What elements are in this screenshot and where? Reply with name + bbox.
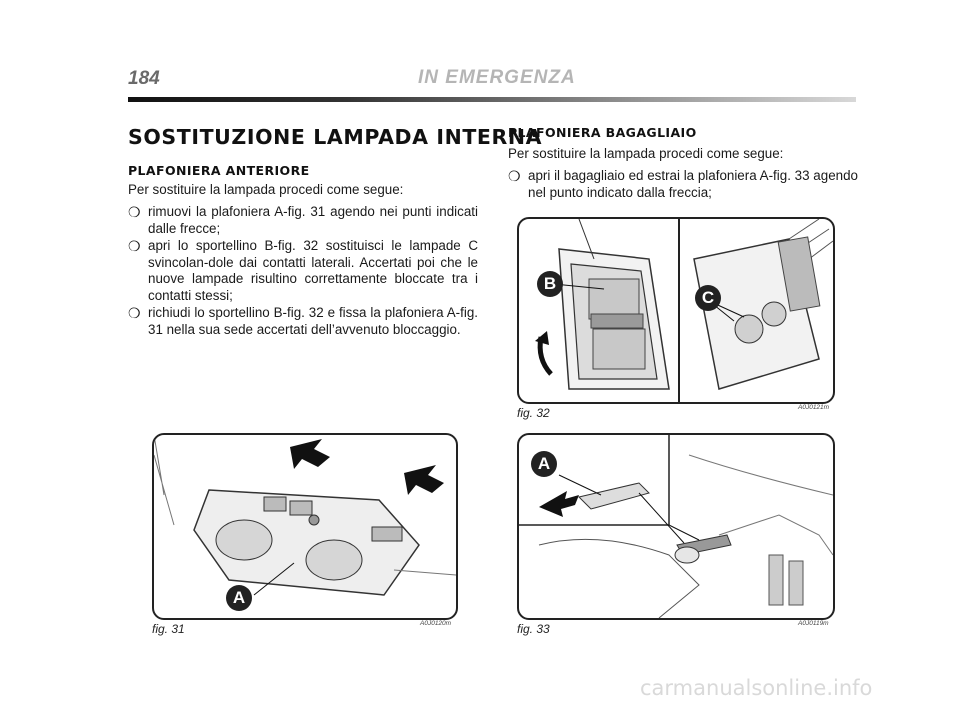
- callout-a: A: [226, 585, 252, 611]
- figure-33-caption: fig. 33: [517, 622, 550, 636]
- list-item: [128, 305, 478, 338]
- front-ceiling-light-illustration: [154, 435, 456, 618]
- right-intro: Per sostituire la lampada procedi come segue:: [508, 146, 784, 161]
- left-intro: Per sostituire la lampada procedi come segue:: [128, 182, 404, 197]
- subtitle-trunk-light: PLAFONIERA BAGAGLIAIO: [508, 125, 697, 140]
- subtitle-front-light: PLAFONIERA ANTERIORE: [128, 163, 310, 178]
- figure-32-code: A0J0121m: [798, 404, 830, 411]
- bullet-text: rimuovi la plafoniera A-fig. 31 agendo nei punti indicati dalle frecce;: [148, 204, 478, 236]
- bullet-text: apri il bagagliaio ed estrai la plafoniera A-fig. 33 agendo nel punto indicato dalla freccia;: [528, 168, 858, 200]
- figure-33-illustration: [517, 433, 835, 620]
- callout-b: B: [537, 271, 563, 297]
- list-item: [508, 168, 858, 201]
- right-bullet-list: [508, 168, 858, 202]
- bullet-mark: ❍: [508, 168, 521, 184]
- main-title: SOSTITUZIONE LAMPADA INTERNA: [128, 125, 543, 149]
- figure-31-caption: fig. 31: [152, 622, 185, 636]
- lamp-door-open-illustration: [519, 219, 833, 402]
- figure-31-illustration: [152, 433, 458, 620]
- bullet-text: apri lo sportellino B-fig. 32 sostituisci le lampade C svincolan-dole dai contatti laterali. Accertati poi che le nuove lampade risultino correttamente bloccate tra i contatti stessi;: [148, 238, 478, 303]
- left-bullet-list: [128, 204, 478, 339]
- figure-32-illustration: [517, 217, 835, 404]
- watermark: carmanualsonline.info: [640, 676, 873, 700]
- page-number: 184: [128, 68, 160, 89]
- bullet-text: richiudi lo sportellino B-fig. 32 e fissa la plafoniera A-fig. 31 nella sua sede accertati dell’avvenuto bloccaggio.: [148, 305, 478, 337]
- figure-32-caption: fig. 32: [517, 406, 550, 420]
- figure-33-code: A0J0119m: [798, 620, 829, 627]
- callout-a: A: [531, 451, 557, 477]
- bullet-mark: ❍: [128, 238, 141, 254]
- bullet-mark: ❍: [128, 305, 141, 321]
- figure-31-code: A0J0120m: [420, 620, 452, 627]
- list-item: [128, 238, 478, 304]
- header-rule: [128, 97, 856, 102]
- callout-c: C: [695, 285, 721, 311]
- trunk-light-illustration: [519, 435, 833, 618]
- bullet-mark: ❍: [128, 204, 141, 220]
- list-item: [128, 204, 478, 237]
- section-header: IN EMERGENZA: [418, 67, 576, 88]
